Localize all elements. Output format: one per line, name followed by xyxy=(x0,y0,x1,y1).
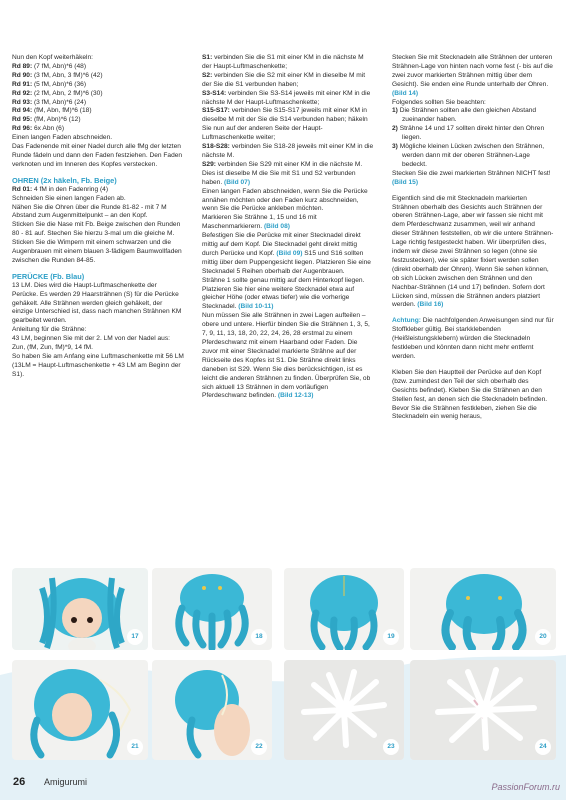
photo-number: 22 xyxy=(251,739,267,755)
round-row: Rd 92: (2 fM, Abn, 2 fM)*6 (30) xyxy=(12,89,103,97)
photo-number: 20 xyxy=(535,629,551,645)
photo-number: 21 xyxy=(127,739,143,755)
paragraph: Einen langen Faden abschneiden. xyxy=(12,134,113,142)
strand-step: S3-S14: verbinden Sie S3-S14 jeweils mit einer KM in die nächste M der Haupt-Luftmaschenkette; xyxy=(202,89,371,106)
paragraph: Markieren Sie Strähne 1, 15 und 16 mit Maschenmarkierern. (Bild 08) xyxy=(202,214,317,231)
photo-number: 19 xyxy=(383,629,399,645)
watermark: PassionForum.ru xyxy=(491,782,560,792)
photo-number: 24 xyxy=(535,739,551,755)
photo-24 xyxy=(410,660,556,760)
page-number: 26 xyxy=(13,776,26,788)
paragraph: Eigentlich sind die mit Stecknadeln markierten Strähnen oberhalb des Gesichts auch Strähnen der oberen Strähnen-Lage, aber wir fassen sie nicht mit dem Pferdeschwanz zusammen, weil wir anhand dieser Strähnen feststellen, ob wir die untere Strähnen-Lage richtig festgesteckt haben. Wir überprüfen dies, indem wir diese zwei Strähnen so legen (ohne sie festzustecken), wie sie später fixiert werden sollen (direkt oberhalb der Ohren). Wenn Sie sehen können, ob sich Lücken zwischen den Strähnen und den Nachbar-Strähnen (14 und 17) befinden. Sofern dort Lücken sind, müssen die Strähnen anders platziert werden. (Bild 16) xyxy=(392,194,554,309)
photo-number: 17 xyxy=(127,629,143,645)
strand-step: S2: verbinden Sie die S2 mit einer KM in dieselbe M mit der Sie die S1 verbunden haben; xyxy=(202,71,366,88)
round-row: Rd 91: (5 fM, Abn)*6 (36) xyxy=(12,80,87,88)
paragraph: Kleben Sie den Hauptteil der Perücke auf den Kopf (bzw. zumindest den Teil der sich oberhalb des Gesichts befindet). Kleben Sie die Strähnen an den Stellen fest, an denen sich die Stecknadeln befinden. Bevor Sie die Strähnen festkleben, ziehen Sie die Stecknadeln ein wenig heraus, xyxy=(392,368,548,421)
column-2 xyxy=(202,54,374,401)
paragraph: Achtung: Die nachfolgenden Anweisungen sind nur für Stoffkleber gültig. Bei starkklebenden (Heißleistungsklebern) würden die Stecknadeln festkleben und könnten dann nicht mehr entfernt werden. xyxy=(392,317,554,360)
strand-step: S15-S17: verbinden Sie S15-S17 jeweils mit einer KM in dieselbe M mit der Sie die S14 verbunden haben; häkeln Sie nun auf der anderen Seite der Haupt-Luftmaschenkette weiter; xyxy=(202,107,368,142)
paragraph: Das Fadenende mit einer Nadel durch alle fMg der letzten Runde fädeln und dann den Faden festziehen. Den Faden verknoten und im Inneren des Kopfes verstecken. xyxy=(12,143,183,168)
paragraph: Schneiden Sie einen langen Faden ab. xyxy=(12,194,126,202)
section-heading-ohren: OHREN (2x häkeln, Fb. Beige) xyxy=(12,175,117,185)
photo-20 xyxy=(410,568,556,650)
strand-step: S29: verbinden Sie S29 mit einer KM in die nächste M. Dies ist dieselbe M die Sie mit S1 und S2 verbunden haben. (Bild 07) xyxy=(202,160,363,186)
column-3 xyxy=(392,54,554,422)
photo-22 xyxy=(152,660,272,760)
list-item: 1) Die Strähnen sollten alle den gleichen Abstand zueinander haben. xyxy=(392,107,537,124)
paragraph: Anleitung für die Strähne: xyxy=(12,326,87,334)
column-1 xyxy=(12,54,184,380)
photo-18 xyxy=(152,568,272,650)
section-heading-peruecke: PERÜCKE (Fb. Blau) xyxy=(12,271,85,281)
paragraph: 13 LM. Dies wird die Haupt-Luftmaschenkette der Perücke. Es werden 29 Haarsträhnen (S) für die Perücke gehäkelt. Alle Strähnen werden gleich gehäkelt, der einzige Unterschied ist, dass nach manchen Strähnen KM gearbeitet werden. xyxy=(12,281,182,325)
paragraph: Sticken Sie die Nase mit Fb. Beige zwischen den Runden 80 - 81 auf. Stechen Sie hierzu 3-mal um die gleiche M. Sticken Sie die Wimpern mit einem schwarzen und die Augenbrauen mit einem blauen 3-fädigem Baumwollfaden zwischen die Runden 84-85. xyxy=(12,221,182,264)
round-row: Rd 01: 4 fM in den Fadenring (4) xyxy=(12,185,109,193)
round-row: Rd 90: (3 fM, Abn, 3 fM)*6 (42) xyxy=(12,71,103,79)
strand-step: S18-S28: verbinden Sie S18-28 jeweils mit einer KM in die nächste M. xyxy=(202,143,374,159)
round-row: Rd 94: (fM, Abn, fM)*6 (18) xyxy=(12,107,92,115)
paragraph: Befestigen Sie die Perücke mit einer Stecknadel direkt mittig auf dem Kopf. Die Stecknadel geht direkt mittig durch Perücke und Kopf. (Bild 09) S15 und S16 sollten mittig über dem Puppengesicht liegen. Platzieren Sie eine Stecknadel 5 Reihen oberhalb der Augenbrauen. xyxy=(202,232,371,275)
round-row: Rd 93: (3 fM, Abn)*6 (24) xyxy=(12,98,87,106)
strand-step: S1: verbinden Sie die S1 mit einer KM in die nächste M der Haupt-Luftmaschenkette; xyxy=(202,54,364,70)
paragraph: Strähne 1 sollte genau mittig auf dem Hinterkopf liegen. Platzieren Sie hier eine weitere Stecknadel etwa auf gleicher Höhe (oder etwas tiefer) wie die vorherige Stecknadel. (Bild 10-11) xyxy=(202,276,365,311)
photo-number: 23 xyxy=(383,739,399,755)
paragraph: Einen langen Faden abschneiden, wenn Sie die Perücke annähen möchten oder den Faden kurz abschneiden, wenn Sie die Perücke ankleben möchten. xyxy=(202,187,368,213)
paragraph: Nun müssen Sie alle Strähnen in zwei Lagen aufteilen – obere und untere. Hierfür binden Sie die Strähnen 1, 3, 5, 7, 9, 11, 13, 18, 20, 22, 24, 26, 28 erstmal zu einem Pferdeschwanz mit einem Haarband oder Faden. Die zuvor mit einer Stecknadel markierte Strähne auf der Rückseite des Kopfes ist S1. Die Strähne direkt links daneben ist S29. Wenn Sie dies berücksichtigen, ist es leicht die anderen Strähnen zu finden. Überprüfen Sie, ob sich aktuell 13 Strähnen in dem vorläufigen Pferdeschwanz befinden. (Bild 12-13) xyxy=(202,312,371,400)
round-row: Rd 89: (7 fM, Abn)*6 (48) xyxy=(12,62,87,70)
paragraph: Folgendes sollten Sie beachten: xyxy=(392,98,486,106)
photo-23 xyxy=(284,660,404,760)
round-row: Rd 95: (fM, Abn)*6 (12) xyxy=(12,116,81,124)
list-item: 2) Strähne 14 und 17 sollten direkt hinter den Ohren liegen. xyxy=(392,125,545,142)
paragraph: 43 LM, beginnen Sie mit der 2. LM von der Nadel aus: Zun, (fM, Zun, fM)*9, 14 fM. xyxy=(12,335,170,352)
paragraph: Stecken Sie die zwei markierten Strähnen NICHT fest! (Bild 15) xyxy=(392,169,551,186)
intro-text: Nun den Kopf weiterhäkeln: xyxy=(12,54,94,61)
paragraph: So haben Sie am Anfang eine Luftmaschenkette mit 56 LM (13LM = Haupt-Luftmaschenkette + 43 LM am Beginn der S1). xyxy=(12,353,184,378)
paragraph: Stecken Sie mit Stecknadeln alle Strähnen der unteren Strähnen-Lage von hinten nach vorne fest (- bis auf die zwei zuvor markierten Strähnen mittig über dem Gesicht). Sie enden eine Runde unterhalb der Ohren. (Bild 14) xyxy=(392,54,553,97)
round-list xyxy=(12,63,184,134)
list-item: 3) Mögliche kleinen Lücken zwischen den Strähnen, werden dann mit der oberen Strähnen-Lage bedeckt. xyxy=(392,143,545,168)
round-row: Rd 96: 6x Abn (6) xyxy=(12,125,65,133)
magazine-title: Amigurumi xyxy=(44,777,88,787)
photo-21 xyxy=(12,660,148,760)
photo-number: 18 xyxy=(251,629,267,645)
paragraph: Nähen Sie die Ohren über die Runde 81-82 - mit 7 M Abstand zum Augenmittelpunkt – an den Kopf. xyxy=(12,203,167,220)
photo-17 xyxy=(12,568,148,650)
photo-19 xyxy=(284,568,404,650)
